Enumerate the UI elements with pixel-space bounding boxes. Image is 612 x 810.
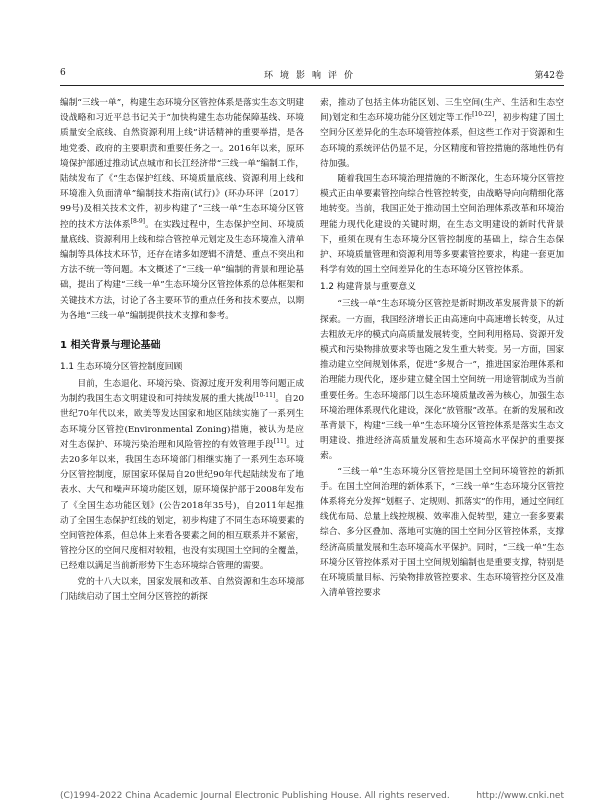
paragraph: “三线一单”生态环境分区管控是新时期改革发展背景下的新探索。一方面，我国经济增长正由高速向中高速增长转变，从过去粗放无序的模式向高质量发展转变，空间利用格局、资源开发模式和污染物排放要求等也随之发生重大转变。另一方面，国家推动建立空间规划体系，促进“多规合一”，推进国家治理体系和治理能力现代化，逐步建立健全国土空间统一用途管制成为当前重要任务。生态环境部门以生态环境质量改善为核心，加强生态环境治理体系现代化建设，深化“放管服”改革。在新的发展和改革背景下，构建“三线一单”生态环境分区管控体系是落实生态文明建设、推进经济高质量发展和生态环境高水平保护的重要探索。 <box>320 299 564 462</box>
subsection-heading: 1.1 生态环境分区管控制度回顾 <box>60 362 183 373</box>
footer-url: http://www.cnki.net <box>476 791 564 801</box>
citation: [10-22] <box>472 111 495 119</box>
citation: [8-9] <box>130 217 146 225</box>
header-rule <box>60 85 564 86</box>
citation: [11] <box>273 437 287 445</box>
page-footer <box>60 791 564 801</box>
paragraph: 目前，生态退化、环境污染、资源过度开发利用等问题正成为制约我国生态文明建设和可持续发展的重大挑战[10-11]。自20世纪70年代以来，欧美等发达国家和地区陆续实施了一系列生态环境分区管控(Environmental Zoning)措施，被认为是应对生态保护、环境污染治理和风险管控的有效管理手段[11]。过去20多年以来，我国生态环境部门相继实施了一系列生态环境分区管控制度，原国家环保局自20世纪90年代起陆续发布了地表水、大气和噪声环境功能区划，原环境保护部于2008年发布了《全国生态功能区划》(公告2018年35号)，自2011年起推动了全国生态保护红线的划定，初步构建了不同生态环境要素的空间管控体系，但总体上来看各要素之间的相互联系并不紧密，管控分区的空间尺度相对较粗，也没有实现国土空间的全覆盖，已经难以满足当前新形势下生态环境综合管理的需要。 <box>60 379 305 572</box>
running-header <box>60 68 564 82</box>
volume-label: 第42卷 <box>534 71 564 81</box>
right-column <box>320 96 564 602</box>
left-column <box>60 96 304 605</box>
paragraph: 编制“三线一单”，构建生态环境分区管控体系是落实生态文明建设战略和习近平总书记关于“加快构建生态功能保障基线、环境质量安全底线、自然资源利用上线”讲话精神的重要举措，是各地党委、政府的主要职责和重要任务之一。2016年以来，原环境保护部通过推动试点城市和长江经济带“三线一单”编制工作，陆续发布了《“生态保护红线、环境质量底线、资源利用上线和环境准入负面清单”编制技术指南(试行)》(环办环评〔2017〕99号)及相关技术文件，初步构建了“三线一单”生态环境分区管控的技术方法体系[8-9]。在实践过程中，生态保护空间、环境质量底线、资源利用上线和综合管控单元划定及生态环境准入清单编制等具体技术环节，还存在诸多如逻辑不清楚、重点不突出和方法不统一等问题。本文概述了“三线一单”编制的背景和理论基础，提出了构建“三线一单”生态环境分区管控体系的总体框架和关键技术方法，讨论了各主要环节的重点任务和技术要点，以期为各地“三线一单”编制提供技术支撑和参考。 <box>60 98 305 321</box>
copyright-notice: (C)1994-2022 China Academic Journal Electronic Publishing House. All rights reserved. <box>60 791 450 801</box>
paragraph: “三线一单”生态环境分区管控是国土空间环境管控的新抓手。在国土空间治理的新体系下，“三线一单”生态环境分区管控体系将充分发挥“划框子、定规则、抓落实”的作用，通过空间红线优布局、总量上线控规模、效率准入促转型，建立一套多要素综合、多分区叠加、落地可实施的国土空间分区管控体系，支撑经济高质量发展和生态环境高水平保护。同时，“三线一单”生态环境分区管控体系对于国土空间规划编制也是重要支撑，特别是在环境质量目标、污染物排放管控要求、生态环境管控分区及准入清单管控要求 <box>320 466 564 599</box>
journal-title: 环境影响评价 <box>263 71 360 81</box>
subsection-heading: 1.2 构建背景与重要意义 <box>320 282 416 293</box>
section-heading: 1 相关背景与理论基础 <box>60 340 161 352</box>
paragraph: 随着我国生态环境治理措施的不断深化，生态环境分区管控模式正由单要素管控向综合性管控转变，由战略导向向精细化落地转变。当前，我国正处于推动国土空间治理体系改革和环境治理能力现代化建设的关键时期，在生态文明建设的新时代背景下，亟须在现有生态环境分区管控制度的基础上，综合生态保护、环境质量管理和资源利用等多要素管控要求，构建一套更加科学有效的国土空间差异化的生态环境分区管控体系。 <box>320 174 564 276</box>
citation: [10-11] <box>253 392 276 400</box>
page-number: 6 <box>60 68 66 78</box>
paragraph: 索，推动了包括主体功能区划、三生空间(生产、生活和生态空间)划定和生态环境功能分区划定等工作[10-22]，初步构建了国土空间分区差异化的生态环境管控体系，但这些工作对于资源和生态环境的系统评估仍显不足，分区精度和管控措施的落地性仍有待加强。 <box>320 98 565 169</box>
paragraph: 党的十八大以来，国家发展和改革、自然资源和生态环境部门陆续启动了国土空间分区管控的新探 <box>60 576 304 602</box>
